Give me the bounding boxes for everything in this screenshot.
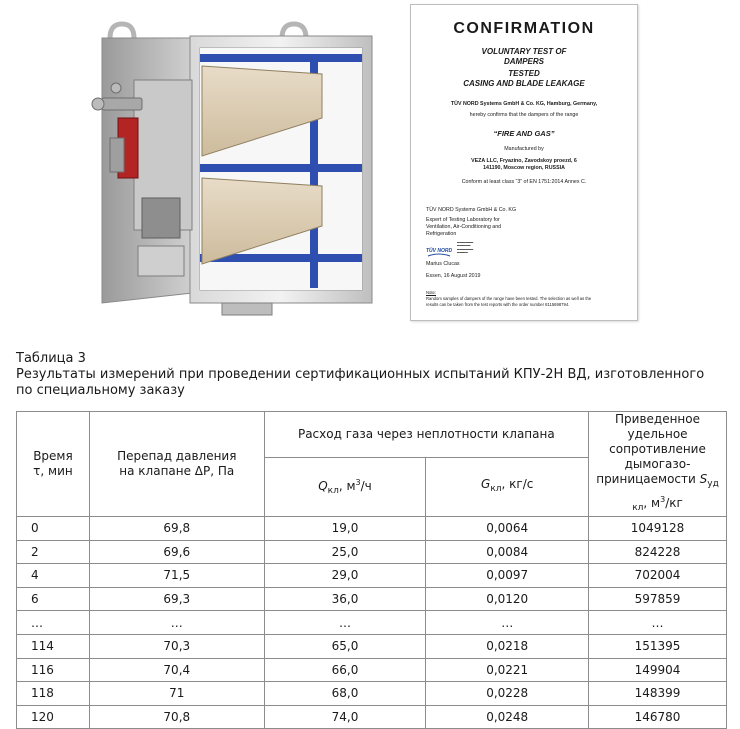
cell-g: 0,0120 (426, 587, 589, 611)
note-label: Note: (426, 290, 437, 295)
cell-time: 120 (17, 705, 90, 729)
cell-q: 19,0 (264, 517, 426, 541)
cell-g: 0,0218 (426, 634, 589, 658)
cell-q: 65,0 (264, 634, 426, 658)
cell-pressure: 70,3 (89, 634, 264, 658)
table-caption: Результаты измерений при проведении сертификационных испытаний КПУ-2Н ВД, изготовленного (16, 367, 705, 382)
table-label: Таблица 3 (16, 351, 86, 366)
certificate-manufacturer: VEZA LLC, Fryazino, Zavodskoy proezd, 6 (471, 158, 577, 164)
certificate-confirms: hereby confirms that the dampers of the range (469, 112, 579, 118)
cell-s: 146780 (589, 705, 727, 729)
cell-q: 25,0 (264, 540, 426, 564)
header-g: $G_{кл}$, кг/с (426, 457, 589, 517)
cell-pressure: 69,6 (89, 540, 264, 564)
table-row (17, 540, 727, 564)
certificate-issuer: TÜV NORD Systems GmbH & Co. KG, Hamburg, Germany, (450, 101, 598, 107)
cell-time: 2 (17, 540, 90, 564)
cell-s: 702004 (589, 564, 727, 588)
cell-pressure: 69,8 (89, 517, 264, 541)
cell-s: 597859 (589, 587, 727, 611)
cell-time: 4 (17, 564, 90, 588)
cell-s: 824228 (589, 540, 727, 564)
cell-g: 0,0064 (426, 517, 589, 541)
cell-pressure: 69,3 (89, 587, 264, 611)
certificate-conformity: Conform at least class “3” of EN 1751:2014 Annex C. (461, 179, 587, 185)
table-row (17, 658, 727, 682)
cell-pressure: 70,8 (89, 705, 264, 729)
cell-time: 118 (17, 682, 90, 706)
certificate-subtitle: DAMPERS (503, 57, 544, 66)
measurement-table (16, 411, 727, 729)
cell-g: 0,0097 (426, 564, 589, 588)
signer-role: Expert of Testing Laboratory for (426, 217, 500, 223)
tuv-nord-logo (426, 245, 452, 259)
cell-s: … (589, 611, 727, 635)
cell-g: 0,0221 (426, 658, 589, 682)
header-time: Время τ, мин (17, 412, 90, 517)
place-date: Essen, 16 August 2019 (426, 273, 481, 279)
certificate-manufactured-by: Manufactured by (504, 146, 544, 152)
cell-s: 148399 (589, 682, 727, 706)
cell-g: 0,0228 (426, 682, 589, 706)
table-row (17, 587, 727, 611)
cell-q: 29,0 (264, 564, 426, 588)
cell-q: 36,0 (264, 587, 426, 611)
certificate-title: CONFIRMATION (453, 20, 595, 37)
cell-q: 66,0 (264, 658, 426, 682)
cell-pressure: 71,5 (89, 564, 264, 588)
cell-s: 149904 (589, 658, 727, 682)
certificate-subtitle: TESTED (508, 69, 540, 78)
certificate-manufacturer: 141190, Moscow region, RUSSIA (483, 165, 565, 171)
cell-time: … (17, 611, 90, 635)
table-row (17, 705, 727, 729)
header-q: $Q_{кл}$, $м^3/ч$ (264, 457, 426, 517)
digital-signature: ▬▬▬▬▬▬ ▬▬▬▬▬ ▬▬▬▬▬▬ ▬▬▬▬ (457, 241, 474, 254)
signer-company: TÜV NORD Systems GmbH & Co. KG (426, 207, 517, 213)
table-row (17, 611, 727, 635)
signer-role: Refrigeration (426, 231, 457, 237)
signer-role: Ventilation, Air-Conditioning and (426, 224, 502, 230)
header-gas-flow: Расход газа через неплотности клапана (264, 412, 588, 458)
cell-time: 114 (17, 634, 90, 658)
header-pressure-drop: Перепад давления на клапане ΔP, Па (89, 412, 264, 517)
cell-s: 1049128 (589, 517, 727, 541)
table-row (17, 564, 727, 588)
signer-name: Marius Clucas (426, 261, 460, 267)
table-row (17, 682, 727, 706)
confirmation-certificate (410, 4, 638, 321)
certificate-subtitle: VOLUNTARY TEST OF (481, 47, 567, 56)
cell-q: 68,0 (264, 682, 426, 706)
table-row (17, 634, 727, 658)
certificate-subtitle: CASING AND BLADE LEAKAGE (463, 79, 585, 88)
cell-q: … (264, 611, 426, 635)
note-text: Random samples of dampers of the range have been tested. The selection as well as the (426, 296, 592, 301)
note-text: results can be taken from the test reports with the order number 8115698794. (426, 302, 570, 307)
certificate-range: “FIRE AND GAS” (493, 129, 555, 138)
svg-text:TÜV NORD: TÜV NORD (426, 248, 452, 254)
table-row (17, 517, 727, 541)
header-specific-resistance: Приведенное удельное сопротивление дымогазо- приницаемости $S_{уд кл}$, $м^3/кг$ (589, 412, 727, 517)
cell-pressure: 70,4 (89, 658, 264, 682)
cell-g: … (426, 611, 589, 635)
cell-q: 74,0 (264, 705, 426, 729)
damper-illustration (72, 18, 390, 318)
cell-pressure: 71 (89, 682, 264, 706)
cell-g: 0,0084 (426, 540, 589, 564)
table-caption: по специальному заказу (16, 383, 185, 398)
cell-time: 6 (17, 587, 90, 611)
cell-time: 116 (17, 658, 90, 682)
cell-g: 0,0248 (426, 705, 589, 729)
cell-s: 151395 (589, 634, 727, 658)
cell-pressure: … (89, 611, 264, 635)
cell-time: 0 (17, 517, 90, 541)
